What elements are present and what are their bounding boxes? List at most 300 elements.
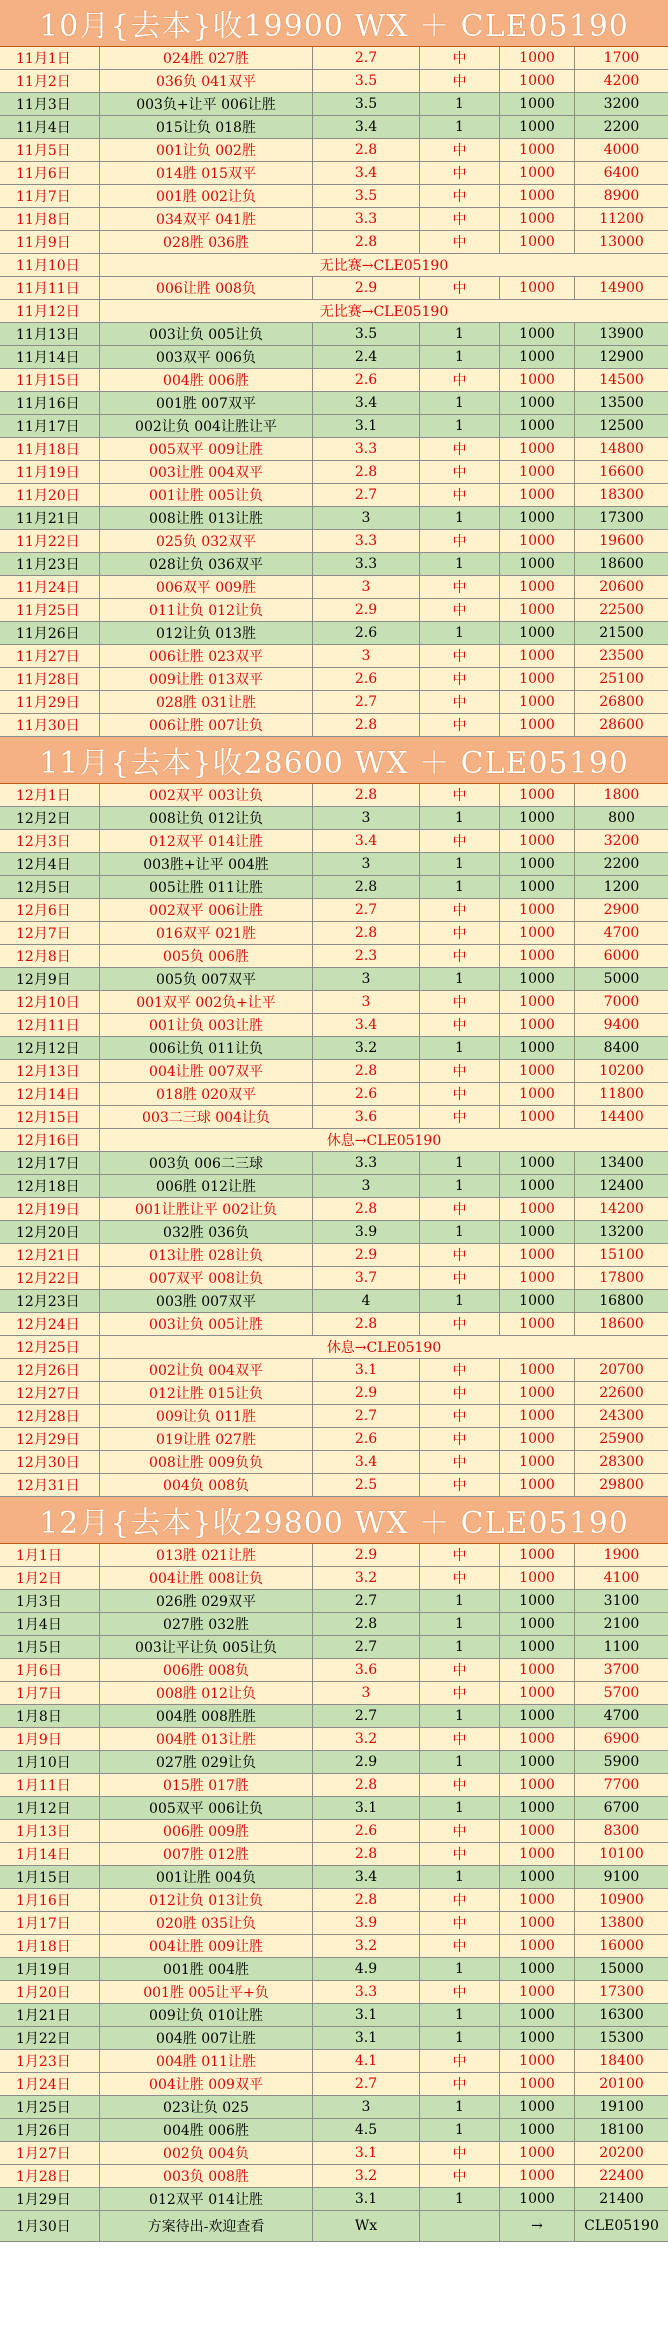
balance-cell: 14900 <box>599 280 644 296</box>
table-row <box>0 1613 668 1636</box>
section-header: 11月{去本}收28600 WX ＋ CLE05190 <box>0 737 668 784</box>
date-cell: 11月12日 <box>0 300 100 322</box>
match-cell: 001双平 002负+让平 <box>100 991 313 1013</box>
match-cell: 007胜 012胜 <box>100 1843 313 1865</box>
balance-cell: 10900 <box>599 1892 644 1908</box>
date-cell: 1月28日 <box>0 2165 100 2187</box>
table-row <box>0 484 668 507</box>
balance-cell: 19100 <box>599 2099 644 2115</box>
stake-cell: 1000 <box>500 2027 575 2049</box>
balance-cell: 12500 <box>599 418 644 434</box>
balance-cell: 800 <box>608 810 635 826</box>
result-cell: 1 <box>420 93 500 115</box>
date-cell: 11月15日 <box>0 369 100 391</box>
date-cell: 11月14日 <box>0 346 100 368</box>
odds-cell: 3.4 <box>313 392 420 414</box>
date-cell: 12月6日 <box>0 899 100 921</box>
result-cell: 中 <box>420 1889 500 1911</box>
stake-cell: 1000 <box>500 1382 575 1404</box>
match-cell: 006胜 008负 <box>100 1659 313 1681</box>
date-cell: 11月8日 <box>0 208 100 230</box>
result-cell: 中 <box>420 530 500 552</box>
odds-cell: 3.7 <box>313 1267 420 1289</box>
result-cell: 中 <box>420 1659 500 1681</box>
stake-cell: 1000 <box>500 461 575 483</box>
stake-cell: 1000 <box>500 116 575 138</box>
stake-cell: 1000 <box>500 1474 575 1496</box>
table-row <box>0 2142 668 2165</box>
odds-cell: 2.8 <box>313 784 420 806</box>
date-cell: 11月18日 <box>0 438 100 460</box>
match-cell: 011让负 012让负 <box>100 599 313 621</box>
result-cell: 中 <box>420 599 500 621</box>
odds-cell: 2.9 <box>313 1244 420 1266</box>
match-cell: 001胜 004胜 <box>100 1958 313 1980</box>
date-cell: 11月3日 <box>0 93 100 115</box>
stake-cell: 1000 <box>500 784 575 806</box>
result-cell: 中 <box>420 185 500 207</box>
date-cell: 11月28日 <box>0 668 100 690</box>
odds-cell: 3.1 <box>313 2004 420 2026</box>
odds-cell: 2.9 <box>313 1751 420 1773</box>
odds-cell: 2.7 <box>313 484 420 506</box>
table-row <box>0 1014 668 1037</box>
table-row <box>0 1083 668 1106</box>
match-cell: 006胜 009胜 <box>100 1820 313 1842</box>
stake-cell: 1000 <box>500 2119 575 2141</box>
table-row <box>0 1774 668 1797</box>
match-cell: 005双平 006让负 <box>100 1797 313 1819</box>
table-row <box>0 553 668 576</box>
result-cell: 1 <box>420 1866 500 1888</box>
table-row <box>0 1958 668 1981</box>
balance-cell: 2100 <box>603 1616 640 1632</box>
table-row <box>0 2027 668 2050</box>
result-cell: 1 <box>420 116 500 138</box>
stake-cell: 1000 <box>500 2096 575 2118</box>
balance-cell: 6700 <box>603 1800 640 1816</box>
match-cell: 027胜 029让负 <box>100 1751 313 1773</box>
date-cell: 11月25日 <box>0 599 100 621</box>
result-cell: 1 <box>420 1705 500 1727</box>
odds-cell: 3 <box>313 807 420 829</box>
date-cell: 11月29日 <box>0 691 100 713</box>
match-cell: 008胜 012让负 <box>100 1682 313 1704</box>
date-cell: 12月12日 <box>0 1037 100 1059</box>
stake-cell: 1000 <box>500 691 575 713</box>
date-cell: 12月22日 <box>0 1267 100 1289</box>
balance-cell: 21400 <box>599 2191 644 2207</box>
match-cell: 方案待出-欢迎查看 <box>100 2211 313 2241</box>
result-cell: 1 <box>420 2096 500 2118</box>
stake-cell: 1000 <box>500 1451 575 1473</box>
match-cell: 002负 004负 <box>100 2142 313 2164</box>
result-cell: 中 <box>420 2165 500 2187</box>
balance-cell: 23500 <box>599 648 644 664</box>
odds-cell: 2.5 <box>313 1474 420 1496</box>
odds-cell: 2.7 <box>313 899 420 921</box>
date-cell: 11月20日 <box>0 484 100 506</box>
match-cell: 008让负 012让负 <box>100 807 313 829</box>
odds-cell: 3.9 <box>313 1221 420 1243</box>
stake-cell: 1000 <box>500 968 575 990</box>
table-row <box>0 139 668 162</box>
balance-cell: 1200 <box>603 879 640 895</box>
match-cell: 001胜 007双平 <box>100 392 313 414</box>
balance-cell: 2900 <box>603 902 640 918</box>
match-cell: 012让负 013胜 <box>100 622 313 644</box>
odds-cell: 3.3 <box>313 1152 420 1174</box>
balance-cell: 13200 <box>599 1224 644 1240</box>
date-cell: 1月25日 <box>0 2096 100 2118</box>
balance-cell: 1100 <box>603 1639 640 1655</box>
result-cell: 1 <box>420 415 500 437</box>
odds-cell: 3.2 <box>313 2165 420 2187</box>
match-cell: 026胜 029双平 <box>100 1590 313 1612</box>
date-cell: 11月13日 <box>0 323 100 345</box>
section-header: 12月{去本}收29800 WX ＋ CLE05190 <box>0 1497 668 1544</box>
section-header: 10月{去本}收19900 WX ＋ CLE05190 <box>0 0 668 47</box>
table-row <box>0 2188 668 2211</box>
result-cell: 中 <box>420 1820 500 1842</box>
result-cell: 中 <box>420 461 500 483</box>
stake-cell: 1000 <box>500 1797 575 1819</box>
match-cell: 027胜 032胜 <box>100 1613 313 1635</box>
result-cell: 中 <box>420 1014 500 1036</box>
match-cell: 034双平 041胜 <box>100 208 313 230</box>
result-cell: 中 <box>420 1428 500 1450</box>
stake-cell: 1000 <box>500 1889 575 1911</box>
result-cell: 中 <box>420 231 500 253</box>
result-cell: 中 <box>420 1728 500 1750</box>
stake-cell: 1000 <box>500 1060 575 1082</box>
result-cell: 1 <box>420 1290 500 1312</box>
match-cell: 016双平 021胜 <box>100 922 313 944</box>
match-cell: 028胜 036胜 <box>100 231 313 253</box>
balance-cell: 29800 <box>599 1477 644 1493</box>
match-cell: 003胜+让平 004胜 <box>100 853 313 875</box>
stake-cell: 1000 <box>500 1705 575 1727</box>
match-cell: 004让胜 008让负 <box>100 1567 313 1589</box>
result-cell: 1 <box>420 1636 500 1658</box>
table-row <box>0 645 668 668</box>
result-cell: 中 <box>420 1382 500 1404</box>
stake-cell: 1000 <box>500 1866 575 1888</box>
date-cell: 1月3日 <box>0 1590 100 1612</box>
stake-cell: 1000 <box>500 830 575 852</box>
balance-cell: 4000 <box>603 142 640 158</box>
result-cell: 1 <box>420 2188 500 2210</box>
result-cell: 中 <box>420 784 500 806</box>
balance-cell: 5700 <box>603 1685 640 1701</box>
odds-cell: 3 <box>313 1175 420 1197</box>
note-cell: 休息→CLE05190 <box>326 1133 442 1149</box>
result-cell: 1 <box>420 1590 500 1612</box>
stake-cell: 1000 <box>500 945 575 967</box>
table-row <box>0 1244 668 1267</box>
result-cell: 中 <box>420 691 500 713</box>
result-cell: 1 <box>420 622 500 644</box>
table-row <box>0 70 668 93</box>
match-cell: 006让负 011让负 <box>100 1037 313 1059</box>
balance-cell: 11800 <box>599 1086 644 1102</box>
result-cell: 中 <box>420 162 500 184</box>
odds-cell: 3.4 <box>313 1014 420 1036</box>
match-cell: 015让负 018胜 <box>100 116 313 138</box>
table-row <box>0 1474 668 1497</box>
result-cell: 1 <box>420 507 500 529</box>
match-cell: 002双平 003让负 <box>100 784 313 806</box>
result-cell: 中 <box>420 1405 500 1427</box>
stake-cell: 1000 <box>500 668 575 690</box>
odds-cell: 3.1 <box>313 2188 420 2210</box>
balance-cell: 15300 <box>599 2030 644 2046</box>
table-row <box>0 438 668 461</box>
date-cell: 1月11日 <box>0 1774 100 1796</box>
balance-cell: 8400 <box>603 1040 640 1056</box>
odds-cell: 3 <box>313 853 420 875</box>
stake-cell: 1000 <box>500 162 575 184</box>
odds-cell: 3 <box>313 2096 420 2118</box>
date-cell: 11月26日 <box>0 622 100 644</box>
date-cell: 1月13日 <box>0 1820 100 1842</box>
match-cell: 005负 006胜 <box>100 945 313 967</box>
table-row <box>0 1060 668 1083</box>
match-cell: 004胜 008胜胜 <box>100 1705 313 1727</box>
stake-cell: 1000 <box>500 392 575 414</box>
match-cell: 023让负 025 <box>100 2096 313 2118</box>
balance-cell: 16000 <box>599 1938 644 1954</box>
table-row <box>0 899 668 922</box>
odds-cell: 4.9 <box>313 1958 420 1980</box>
odds-cell: 3.3 <box>313 208 420 230</box>
stake-cell: 1000 <box>500 93 575 115</box>
pending-row <box>0 2211 668 2242</box>
match-cell: 001让胜 004负 <box>100 1866 313 1888</box>
odds-cell: 2.8 <box>313 1313 420 1335</box>
balance-cell: 8900 <box>603 188 640 204</box>
odds-cell: 2.6 <box>313 1083 420 1105</box>
balance-cell: 18400 <box>599 2053 644 2069</box>
table-row <box>0 47 668 70</box>
result-cell: 中 <box>420 1843 500 1865</box>
result-cell: 1 <box>420 1613 500 1635</box>
date-cell: 11月11日 <box>0 277 100 299</box>
table-row <box>0 392 668 415</box>
odds-cell: 3 <box>313 991 420 1013</box>
match-cell: 003负 006二三球 <box>100 1152 313 1174</box>
match-cell: 004胜 006胜 <box>100 369 313 391</box>
odds-cell: Wx <box>313 2211 420 2241</box>
table-row <box>0 507 668 530</box>
odds-cell: 3 <box>313 645 420 667</box>
date-cell: 1月30日 <box>0 2211 100 2241</box>
stake-cell: 1000 <box>500 346 575 368</box>
balance-cell: 7700 <box>603 1777 640 1793</box>
balance-cell: 3700 <box>603 1662 640 1678</box>
stake-cell: 1000 <box>500 1175 575 1197</box>
table-row <box>0 830 668 853</box>
date-cell: 1月16日 <box>0 1889 100 1911</box>
odds-cell: 3.4 <box>313 1451 420 1473</box>
result-cell: 中 <box>420 47 500 69</box>
match-cell: 004胜 006胜 <box>100 2119 313 2141</box>
date-cell: 1月12日 <box>0 1797 100 1819</box>
balance-cell: 15100 <box>599 1247 644 1263</box>
table-row <box>0 323 668 346</box>
balance-cell: 20100 <box>599 2076 644 2092</box>
match-cell: 015胜 017胜 <box>100 1774 313 1796</box>
table-row <box>0 991 668 1014</box>
table-row <box>0 1152 668 1175</box>
balance-cell: 18600 <box>599 556 644 572</box>
result-cell: 1 <box>420 323 500 345</box>
result-cell: 1 <box>420 1175 500 1197</box>
result-cell: 中 <box>420 1313 500 1335</box>
result-cell: 中 <box>420 1198 500 1220</box>
balance-cell: 13800 <box>599 1915 644 1931</box>
table-row <box>0 2096 668 2119</box>
table-row <box>0 415 668 438</box>
table-row <box>0 369 668 392</box>
stake-cell: 1000 <box>500 599 575 621</box>
balance-cell: 5900 <box>603 1754 640 1770</box>
date-cell: 12月7日 <box>0 922 100 944</box>
odds-cell: 2.8 <box>313 714 420 736</box>
date-cell: 12月16日 <box>0 1129 100 1151</box>
table-row <box>0 1912 668 1935</box>
odds-cell: 3.2 <box>313 1037 420 1059</box>
result-cell: 1 <box>420 2004 500 2026</box>
date-cell: 12月1日 <box>0 784 100 806</box>
date-cell: 12月17日 <box>0 1152 100 1174</box>
odds-cell: 3.3 <box>313 553 420 575</box>
date-cell: 12月4日 <box>0 853 100 875</box>
odds-cell: 3 <box>313 576 420 598</box>
balance-cell: 12400 <box>599 1178 644 1194</box>
result-cell: 中 <box>420 70 500 92</box>
stake-cell: 1000 <box>500 853 575 875</box>
match-cell: 028让负 036双平 <box>100 553 313 575</box>
match-cell: 004胜 007让胜 <box>100 2027 313 2049</box>
table-row <box>0 1705 668 1728</box>
match-cell: 020胜 035让负 <box>100 1912 313 1934</box>
balance-cell: 3200 <box>603 833 640 849</box>
odds-cell: 3 <box>313 1682 420 1704</box>
balance-cell: 9100 <box>603 1869 640 1885</box>
table-row <box>0 1175 668 1198</box>
stake-cell: 1000 <box>500 2073 575 2095</box>
odds-cell: 2.7 <box>313 1705 420 1727</box>
odds-cell: 3.4 <box>313 1866 420 1888</box>
date-cell: 12月8日 <box>0 945 100 967</box>
stake-cell: 1000 <box>500 1613 575 1635</box>
match-cell: 008让胜 009负负 <box>100 1451 313 1473</box>
balance-cell: 14800 <box>599 441 644 457</box>
stake-cell: 1000 <box>500 1221 575 1243</box>
stake-cell: 1000 <box>500 1912 575 1934</box>
match-cell: 001胜 002让负 <box>100 185 313 207</box>
stake-cell: 1000 <box>500 438 575 460</box>
match-cell: 003胜 007双平 <box>100 1290 313 1312</box>
balance-cell: 12900 <box>599 349 644 365</box>
result-cell: 1 <box>420 853 500 875</box>
balance-cell: 6000 <box>603 948 640 964</box>
match-cell: 028胜 031让胜 <box>100 691 313 713</box>
table-row <box>0 1981 668 2004</box>
date-cell: 1月18日 <box>0 1935 100 1957</box>
result-cell: 中 <box>420 1567 500 1589</box>
match-cell: 005让胜 011让胜 <box>100 876 313 898</box>
odds-cell: 2.6 <box>313 1428 420 1450</box>
stake-cell: 1000 <box>500 2165 575 2187</box>
result-cell: 中 <box>420 1083 500 1105</box>
date-cell: 12月21日 <box>0 1244 100 1266</box>
stake-cell: 1000 <box>500 1037 575 1059</box>
table-row <box>0 208 668 231</box>
result-cell: 中 <box>420 2050 500 2072</box>
match-cell: 008让胜 013让胜 <box>100 507 313 529</box>
balance-cell: 24300 <box>599 1408 644 1424</box>
date-cell: 12月13日 <box>0 1060 100 1082</box>
stake-cell: 1000 <box>500 1728 575 1750</box>
odds-cell: 4 <box>313 1290 420 1312</box>
match-cell: 004让胜 009让胜 <box>100 1935 313 1957</box>
balance-cell: 3200 <box>603 96 640 112</box>
date-cell: 12月31日 <box>0 1474 100 1496</box>
table-row <box>0 599 668 622</box>
result-cell: 1 <box>420 1037 500 1059</box>
note-row <box>0 1129 668 1152</box>
match-cell: 003让平让负 005让负 <box>100 1636 313 1658</box>
result-cell: 中 <box>420 1451 500 1473</box>
result-cell: 1 <box>420 1751 500 1773</box>
result-cell: 1 <box>420 392 500 414</box>
odds-cell: 2.7 <box>313 691 420 713</box>
odds-cell: 3.2 <box>313 1567 420 1589</box>
date-cell: 1月14日 <box>0 1843 100 1865</box>
table-row <box>0 1935 668 1958</box>
odds-cell: 2.8 <box>313 876 420 898</box>
stake-cell: 1000 <box>500 899 575 921</box>
balance-cell: 14400 <box>599 1109 644 1125</box>
result-cell: 中 <box>420 1267 500 1289</box>
odds-cell: 3.4 <box>313 162 420 184</box>
balance-cell: 4100 <box>603 1570 640 1586</box>
stake-cell: 1000 <box>500 2188 575 2210</box>
balance-cell: 1800 <box>603 787 640 803</box>
result-cell: 1 <box>420 2027 500 2049</box>
stake-cell: 1000 <box>500 1567 575 1589</box>
balance-cell: 6400 <box>603 165 640 181</box>
result-cell: 1 <box>420 1152 500 1174</box>
date-cell: 1月20日 <box>0 1981 100 2003</box>
odds-cell: 2.7 <box>313 1405 420 1427</box>
table-row <box>0 1590 668 1613</box>
balance-cell: 16600 <box>599 464 644 480</box>
odds-cell: 2.8 <box>313 1060 420 1082</box>
result-cell: 中 <box>420 945 500 967</box>
odds-cell: 2.8 <box>313 922 420 944</box>
match-cell: 018胜 020双平 <box>100 1083 313 1105</box>
match-cell: 012双平 014让胜 <box>100 2188 313 2210</box>
date-cell: 1月24日 <box>0 2073 100 2095</box>
balance-cell: 20600 <box>599 579 644 595</box>
odds-cell: 2.8 <box>313 461 420 483</box>
odds-cell: 3 <box>313 507 420 529</box>
stake-cell: 1000 <box>500 277 575 299</box>
table-row <box>0 968 668 991</box>
